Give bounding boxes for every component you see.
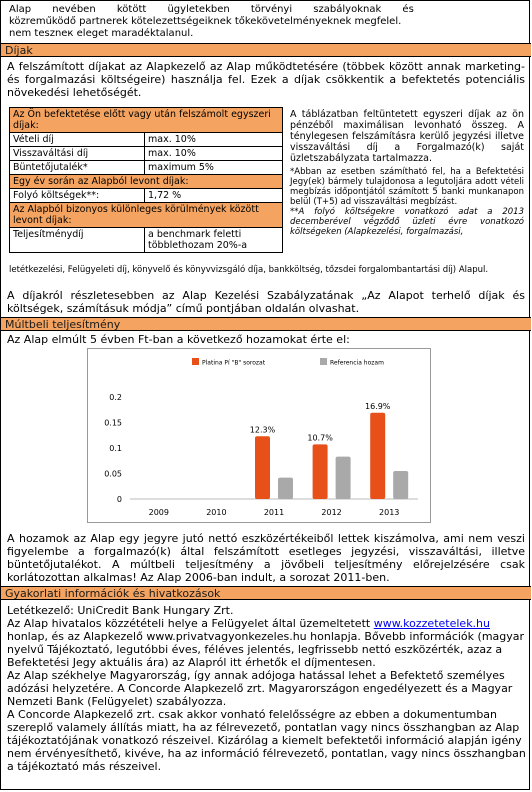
custodian-text: Letétkezelő: UniCredit Bank Hungary Zrt. (7, 604, 234, 617)
kozzetetelek-link[interactable]: www.kozzetetelek.hu (373, 617, 490, 630)
x-tick-label: 2009 (148, 508, 169, 517)
fees-section-1-header: Az Ön befektetése előtt vagy után felszámolt egyszeri díjak: (10, 108, 283, 133)
side-note-double-star: **A folyó költségekre vonatkozó adat a 2013 decemberével végződő üzleti évre vonatkozó költségeken (Alapkezelési, forgalmazási, (290, 207, 524, 237)
side-note-star: *Abban az esetben számítható fel, ha a Befektetési Jegy(ek) bármely tulajdonosa a legutoljára adott vételi megbízás időpontjától számított 5 banki munkanapon belül (T+5) ad visszaváltási megbízást. (290, 167, 524, 207)
x-tick-label: 2012 (321, 508, 342, 517)
fee-label: Büntetőjutalék* (10, 161, 145, 175)
fees-more-info: A díjakról részletesebben az Alap Kezelési Szabályzatának „Az Alapot terhelő díjak és költségek, számításuk módja” című pontjában oldalán olvashat. (7, 289, 525, 315)
fee-value: max. 10% (145, 147, 283, 161)
x-tick-label: 2010 (206, 508, 227, 517)
legend-label: Referencia hozam (330, 359, 384, 367)
y-tick-label: 0 (116, 495, 122, 504)
intro-line-2: közreműködő partnerek kötelezettségeiknek tőkekövetelményeknek megfelel. (9, 16, 402, 27)
x-tick-label: 2011 (263, 508, 285, 517)
y-tick-label: 0.05 (104, 469, 122, 479)
y-tick-label: 0.15 (104, 418, 122, 428)
bar-value-label: 10.7% (307, 433, 333, 443)
y-tick-label: 0.2 (109, 393, 122, 402)
fee-value: a benchmark feletti többlethozam 20%-a (145, 228, 283, 253)
fee-label: Visszaváltási díj (10, 147, 145, 161)
intro-line-3: nem teszneк eleget maradéktalanul. (9, 28, 194, 39)
practical-header: Gyakorlati információk és hivatkozások (1, 586, 531, 600)
publication-text: Az Alap hivatalos közzétételi helye a Felügyelet által üzemeltetett (7, 617, 374, 630)
intro-line-1: Alap nevében kötött ügyletekben törvényi szabályoknak és (9, 4, 414, 15)
fee-label: Folyó költségek**: (10, 189, 145, 203)
performance-chart (87, 348, 431, 523)
bar-value-label: 12.3% (249, 425, 276, 435)
fees-header: Díjak (1, 43, 531, 57)
performance-footer: A hozamok az Alap egy jegyre jutó nettó eszközértékeiből lettek kiszámolva, ami nem veszi figyelembe a forgalmazó(k) által felszámított esetleges jegyzési, visszaváltási, illetve büntetőjutalékot. A múltbeli teljesítmény a jövőbeli teljesítmény előrejelzésére csak korlátozottan alkalmas! Az Alap 2006-ban indult, a sorozat 2011-ben. (7, 532, 525, 584)
fee-value: 1,72 % (145, 189, 283, 203)
fees-paragraph: A felszámított díjakat az Alapkezelő az Alap működtetésére (többek között annak marketing- és forgalmazási költségeire) használja fel. Ezek a díjak csökkentik a befektetés potenciális növekedési lehetőségét. (7, 60, 525, 99)
practical-paragraph-3: A Concorde Alapkezelő zrt. csak akkor vonható felelősségre az ebben a dokumentumban szereplő valamely állítás miatt, ha az félrevezető, pontatlan vagy nincs összhangban az Alap tájékoztatójának vonatkozó részeivel. Kizárólag a kiemelt befektetői információ alapján igény nem érvényesíthető, kivéve, ha az információ félrevezető, pontatlan, vagy nincs összhangban a tájékoztató más részeivel. (7, 708, 526, 773)
fund-bar (370, 413, 385, 499)
benchmark-bar (336, 457, 351, 499)
fund-bar (313, 444, 328, 499)
y-tick-label: 0.1 (109, 444, 122, 453)
performance-chart-svg (88, 349, 430, 522)
fees-section-3-header: Az Alapból bizonyos különleges körülmények között levont díjak: (10, 203, 283, 228)
fees-wide-note: letétkezelési, Felügyeleti díj, könyvelő és könyvvizsgáló díja, bankköltség, tőzsdei forgalombantartási díj) Alapul. (9, 265, 489, 275)
practical-paragraph-2: Az Alap székhelye Magyarország, így annak adójoga hatással lehet a Befektető személyes adózási helyzetére. A Concorde Alapkezelő zrt. Magyarországon engedélyezett és a Magyar Nemzeti Bank (Felügyelet) szabályozza. (7, 669, 513, 708)
legend-swatch (192, 358, 199, 365)
intro-text (9, 4, 519, 40)
fee-value: max. 10% (145, 133, 283, 147)
practical-paragraph-1 (7, 617, 527, 669)
legend-label: Platina Pí "B" sorozat (202, 359, 266, 367)
performance-header: Múltbeli teljesítmény (1, 317, 531, 331)
practical-info (7, 604, 527, 773)
performance-intro: Az Alap elmúlt 5 évben Ft-ban a következő hozamokat érte el: (7, 333, 350, 346)
publication-text-cont: honlap, és az Alapkezelő www.privatvagyonkezeles.hu honlapja. Bővebb információk (magyar nyelvű Tájékoztató, legutóbbi éves, féléves jelentés, legfrissebb nettó eszközérték, azaz a Befektetési Jegy aktuális ára) az Alapról itt érhetők el díjmentesen. (7, 630, 525, 669)
side-note-main: A táblázatban feltüntetett egyszeri díjak az ön pénzéből maximálisan levonható összeg. A ténylegesen felszámításra kerülő jegyzési illetve visszaváltási díj a Forgalmazó(k) saját üzletszabályzata tartalmazza. (290, 109, 524, 164)
legend-swatch (320, 358, 327, 365)
fund-bar (255, 436, 270, 499)
x-tick-label: 2013 (379, 508, 400, 517)
fees-side-note (290, 109, 524, 237)
benchmark-bar (278, 478, 293, 499)
fee-value: maximum 5% (145, 161, 283, 175)
fees-table (9, 107, 283, 253)
bar-value-label: 16.9% (364, 401, 391, 411)
benchmark-bar (393, 471, 408, 499)
fees-section-2-header: Egy év során az Alapból levont díjak: (10, 175, 283, 189)
fee-label: Vételi díj (10, 133, 145, 147)
fee-label: Teljesítménydíj (10, 228, 145, 253)
